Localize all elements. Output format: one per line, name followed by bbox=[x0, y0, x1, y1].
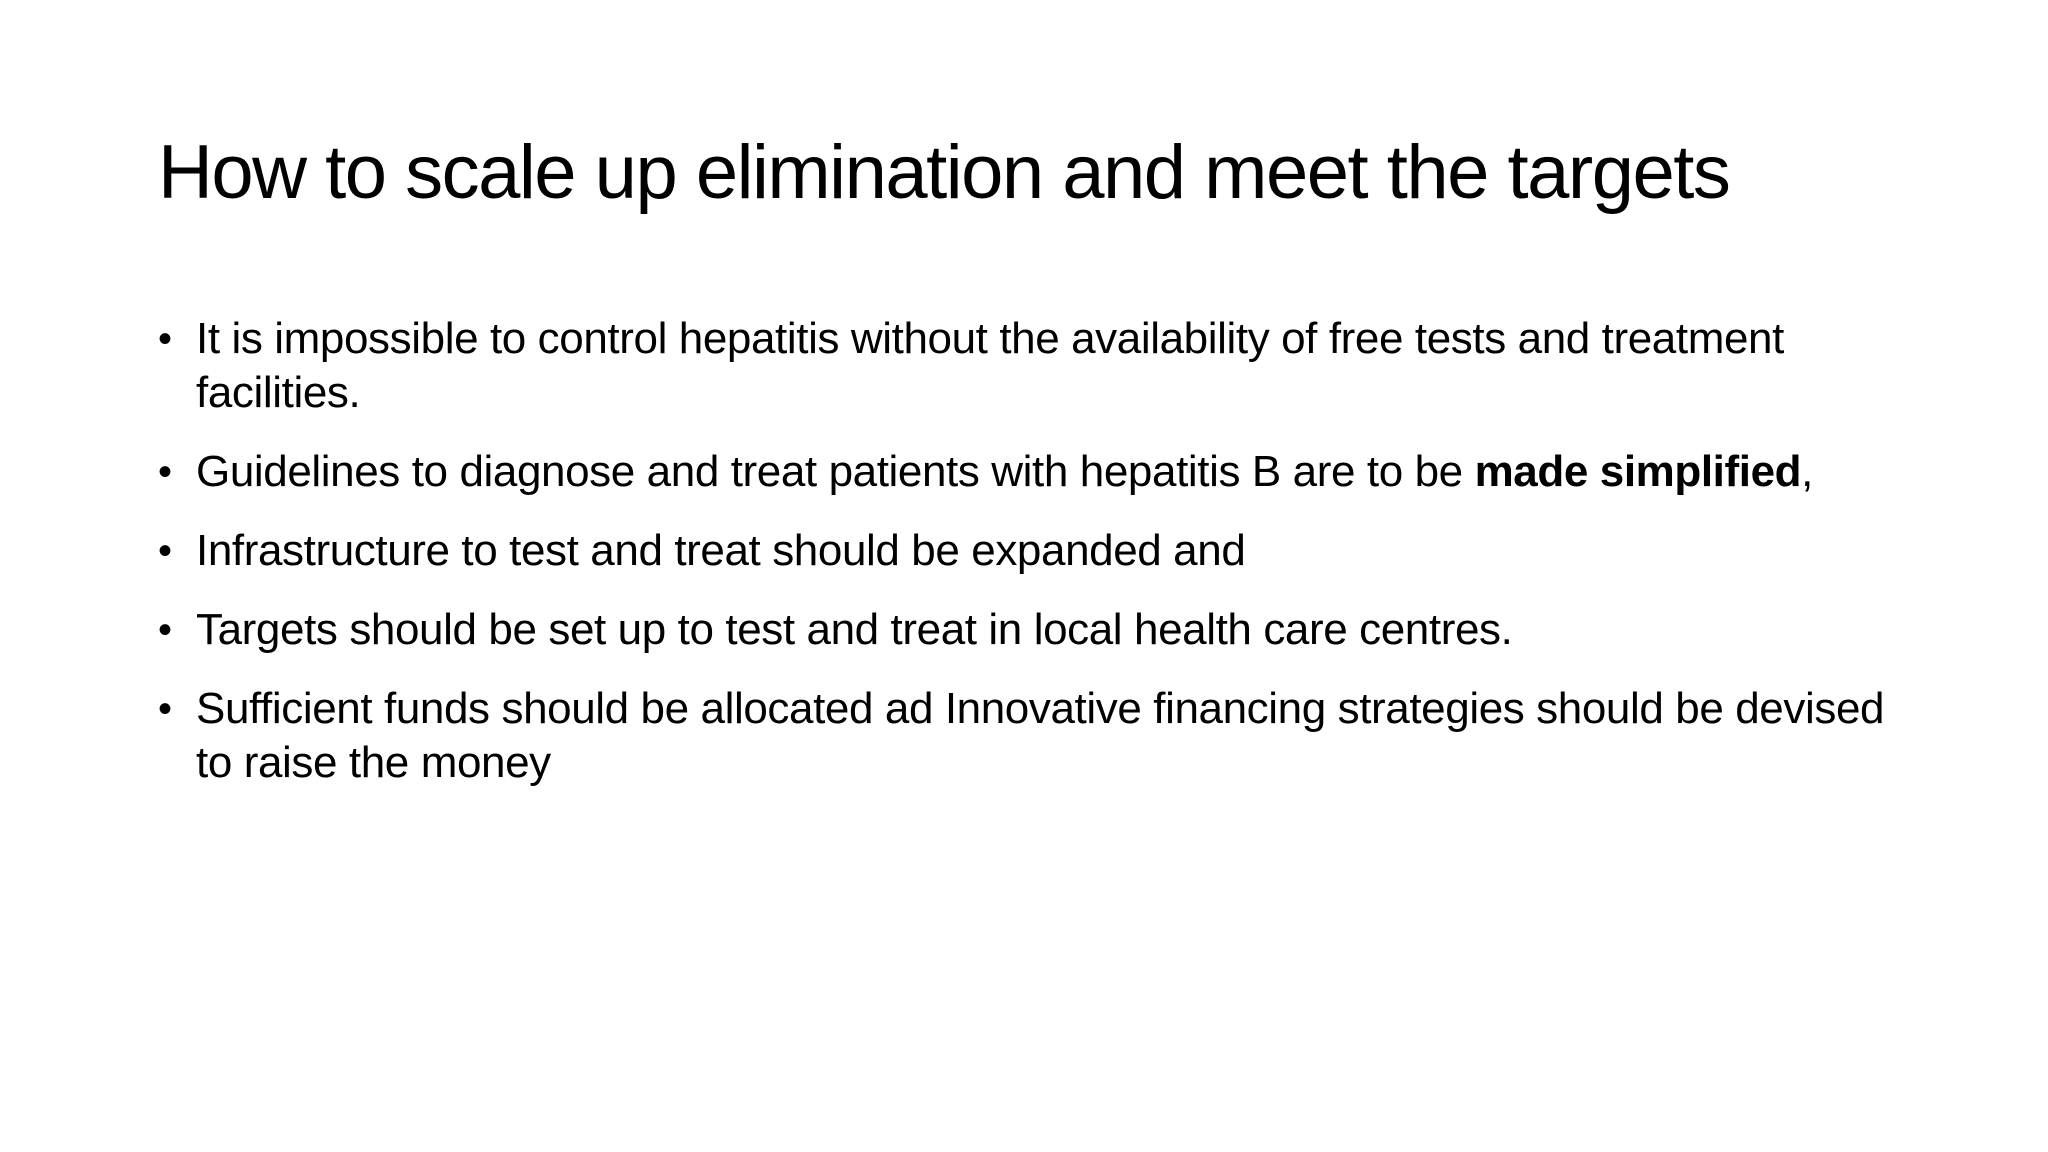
slide-title: How to scale up elimination and meet the targets bbox=[158, 130, 1730, 215]
bullet-icon: • bbox=[158, 317, 172, 361]
bullet-item bbox=[158, 682, 1918, 790]
bullet-icon: • bbox=[158, 687, 172, 731]
bullet-item bbox=[158, 312, 1918, 420]
bullet-text: It is impossible to control hepatitis without the availability of free tests and treatment facilities. bbox=[196, 314, 1784, 417]
bullet-text: Sufficient funds should be allocated ad Innovative financing strategies should be devised to raise the money bbox=[196, 684, 1885, 787]
bullet-icon: • bbox=[158, 608, 172, 652]
bullet-item bbox=[158, 524, 1918, 578]
bullet-icon: • bbox=[158, 529, 172, 573]
bullet-item bbox=[158, 603, 1918, 657]
bullet-list bbox=[158, 312, 1918, 815]
bullet-text-bold: made simplified bbox=[1474, 447, 1802, 496]
bullet-item bbox=[158, 445, 1918, 499]
bullet-text: , bbox=[1801, 447, 1813, 496]
bullet-icon: • bbox=[158, 450, 172, 494]
bullet-text: Targets should be set up to test and treat in local health care centres. bbox=[196, 605, 1513, 654]
bullet-text: Guidelines to diagnose and treat patients with hepatitis B are to be bbox=[196, 447, 1475, 496]
bullet-text: Infrastructure to test and treat should be expanded and bbox=[196, 526, 1246, 575]
